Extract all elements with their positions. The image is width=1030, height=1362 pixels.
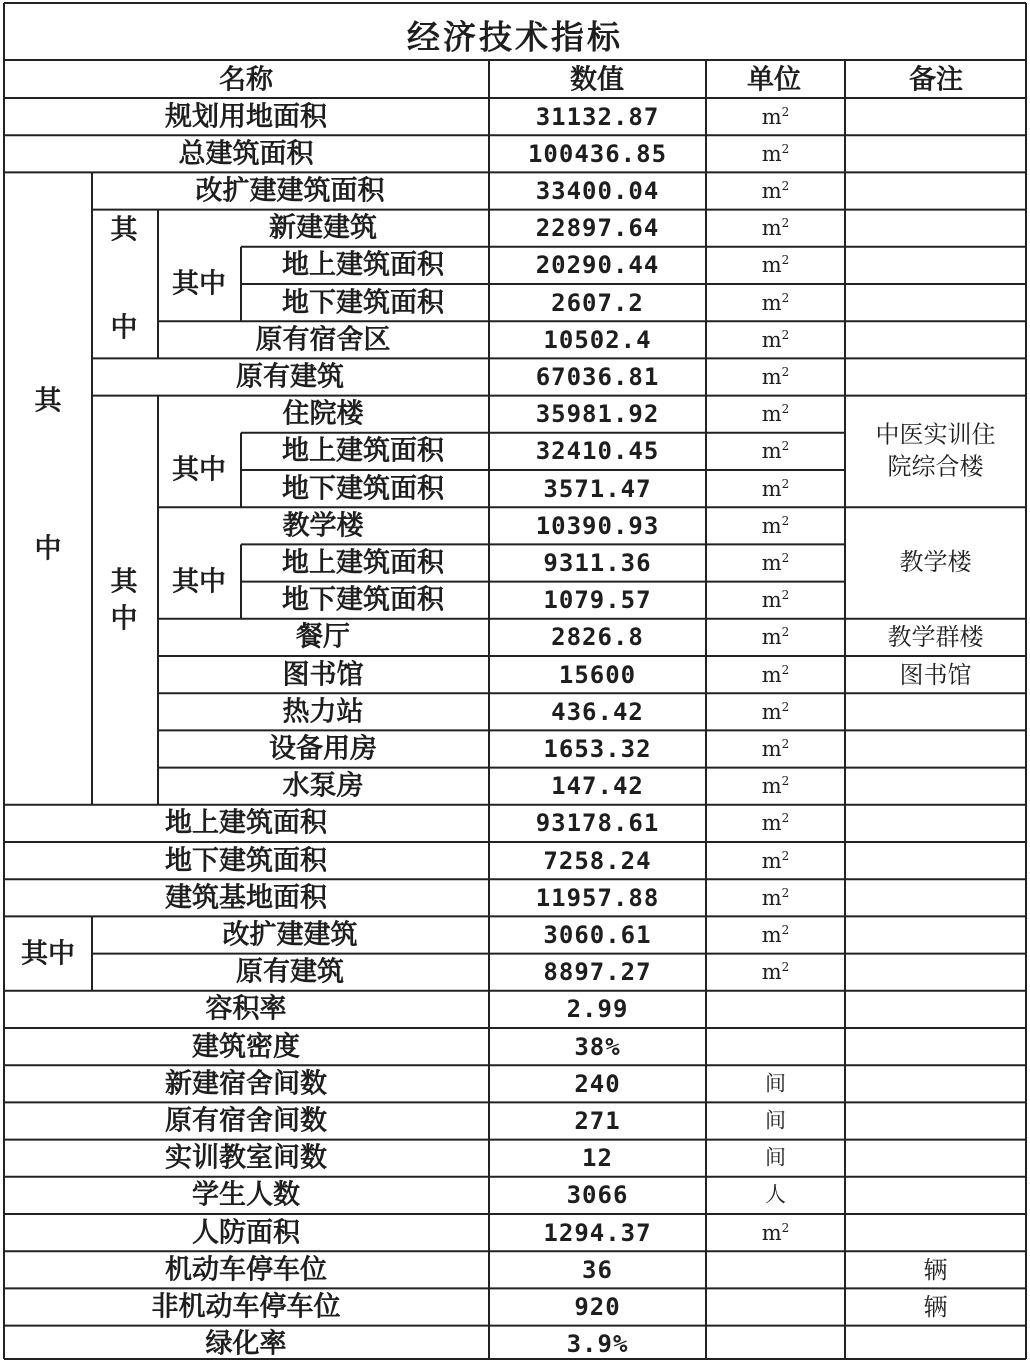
row-name: 地上建筑面积 bbox=[282, 249, 444, 281]
row-unit: $m^2$ bbox=[761, 737, 790, 761]
label-zhong: 中 bbox=[34, 533, 62, 565]
row-unit: $m^2$ bbox=[761, 923, 790, 947]
row-name: 地下建筑面积 bbox=[282, 473, 444, 505]
label-qi: 其 bbox=[110, 566, 138, 598]
row-value: 1653.32 bbox=[543, 735, 652, 763]
row-unit: $m^2$ bbox=[761, 290, 790, 315]
row-note: 教学群楼 bbox=[887, 623, 984, 652]
row-unit: 间 bbox=[765, 1071, 786, 1096]
row-unit: $m^2$ bbox=[761, 439, 790, 464]
row-value: 2607.2 bbox=[551, 288, 644, 317]
table-title: 经济技术指标 bbox=[407, 17, 623, 57]
row-value: 15600 bbox=[558, 660, 637, 689]
header-name: 名称 bbox=[219, 64, 273, 96]
row-unit: 人 bbox=[765, 1182, 786, 1207]
label-qi: 其 bbox=[34, 385, 62, 417]
row-note: 辆 bbox=[923, 1293, 948, 1321]
row-unit: $m^2$ bbox=[761, 699, 790, 724]
row-value: 240 bbox=[574, 1069, 621, 1098]
row-value: 1294.37 bbox=[543, 1218, 652, 1247]
row-name: 容积率 bbox=[205, 993, 287, 1025]
row-name: 地下建筑面积 bbox=[165, 845, 327, 877]
row-name: 新建宿舍间数 bbox=[165, 1068, 327, 1100]
row-name: 学生人数 bbox=[192, 1179, 300, 1211]
row-value: 32410.45 bbox=[535, 437, 660, 466]
row-value: 1079.57 bbox=[543, 586, 652, 615]
note-teaching: 教学楼 bbox=[899, 548, 972, 577]
row-name: 住院楼 bbox=[282, 398, 364, 430]
header-unit: 单位 bbox=[747, 64, 801, 96]
row-unit: $m^2$ bbox=[761, 476, 790, 501]
row-unit: $m^2$ bbox=[761, 774, 790, 799]
row-value: 67036.81 bbox=[535, 363, 660, 391]
row-value: 31132.87 bbox=[535, 102, 660, 131]
row-name: 原有宿舍区 bbox=[255, 324, 391, 356]
row-name: 原有建筑 bbox=[236, 956, 344, 988]
note-inpatient: 中医实训住院综合楼 bbox=[875, 420, 996, 481]
row-name: 建筑基地面积 bbox=[165, 882, 327, 914]
row-name: 总建筑面积 bbox=[178, 138, 314, 170]
row-unit: $m^2$ bbox=[761, 141, 790, 166]
row-note: 图书馆 bbox=[899, 660, 972, 689]
row-value: 3060.61 bbox=[543, 921, 652, 949]
row-unit: $m^2$ bbox=[761, 179, 790, 203]
row-unit: $m^2$ bbox=[761, 551, 790, 575]
row-value: 10390.93 bbox=[535, 511, 660, 540]
row-name: 绿化率 bbox=[205, 1328, 287, 1360]
row-value: 8897.27 bbox=[543, 958, 652, 987]
header-value: 数值 bbox=[570, 64, 624, 96]
row-name: 图书馆 bbox=[282, 659, 364, 691]
row-name: 设备用房 bbox=[269, 733, 377, 765]
row-unit: $m^2$ bbox=[761, 513, 790, 538]
row-value: 2826.8 bbox=[551, 623, 644, 652]
row-name: 教学楼 bbox=[282, 510, 364, 542]
row-unit: $m^2$ bbox=[761, 625, 790, 650]
row-name: 原有宿舍间数 bbox=[165, 1105, 327, 1137]
row-name: 地下建筑面积 bbox=[282, 287, 444, 319]
label-zhong: 中 bbox=[110, 603, 138, 635]
row-name: 餐厅 bbox=[296, 621, 350, 653]
label-qizhong: 其中 bbox=[172, 566, 226, 598]
row-value: 20290.44 bbox=[535, 251, 660, 280]
row-unit: 间 bbox=[765, 1145, 786, 1170]
row-value: 3.9% bbox=[566, 1330, 629, 1359]
row-unit: 间 bbox=[765, 1108, 786, 1133]
row-value: 22897.64 bbox=[535, 214, 660, 243]
row-unit: $m^2$ bbox=[761, 216, 790, 241]
row-value: 2.99 bbox=[566, 995, 629, 1024]
row-name: 建筑密度 bbox=[192, 1031, 300, 1063]
row-unit: $m^2$ bbox=[761, 365, 790, 389]
row-unit: $m^2$ bbox=[761, 104, 790, 129]
row-value: 33400.04 bbox=[535, 177, 660, 205]
row-unit: $m^2$ bbox=[761, 885, 790, 910]
row-name: 热力站 bbox=[282, 696, 364, 728]
row-name: 改扩建建筑面积 bbox=[195, 175, 385, 207]
row-name: 水泵房 bbox=[282, 770, 364, 802]
row-value: 436.42 bbox=[551, 697, 644, 726]
row-unit: $m^2$ bbox=[761, 960, 790, 985]
row-value: 7258.24 bbox=[543, 846, 652, 875]
row-unit: $m^2$ bbox=[761, 402, 790, 427]
row-name: 地上建筑面积 bbox=[282, 435, 444, 467]
row-value: 12 bbox=[582, 1144, 613, 1173]
row-unit: $m^2$ bbox=[761, 662, 790, 687]
row-name: 新建建筑 bbox=[269, 212, 377, 244]
row-unit: $m^2$ bbox=[761, 811, 790, 836]
row-value: 35981.92 bbox=[535, 400, 660, 429]
row-value: 100436.85 bbox=[527, 139, 668, 168]
row-name: 实训教室间数 bbox=[165, 1142, 327, 1174]
row-note: 辆 bbox=[923, 1255, 948, 1284]
row-name: 机动车停车位 bbox=[165, 1254, 327, 1286]
row-value: 11957.88 bbox=[535, 883, 660, 912]
row-name: 原有建筑 bbox=[236, 361, 344, 393]
row-name: 地上建筑面积 bbox=[282, 547, 444, 579]
row-value: 36 bbox=[582, 1255, 613, 1284]
row-unit: $m^2$ bbox=[761, 1220, 790, 1245]
row-name: 改扩建建筑 bbox=[222, 919, 358, 951]
row-unit: $m^2$ bbox=[761, 588, 790, 613]
row-value: 38% bbox=[574, 1032, 621, 1061]
header-note: 备注 bbox=[909, 64, 963, 96]
row-value: 3066 bbox=[566, 1181, 629, 1210]
label-qizhong: 其中 bbox=[172, 454, 226, 486]
row-name: 规划用地面积 bbox=[165, 101, 327, 133]
row-value: 10502.4 bbox=[543, 325, 652, 354]
row-unit: $m^2$ bbox=[761, 848, 790, 873]
label-qizhong: 其中 bbox=[21, 938, 75, 970]
row-value: 147.42 bbox=[551, 772, 644, 801]
label-qizhong: 其中 bbox=[172, 268, 226, 300]
label-zhong: 中 bbox=[110, 312, 138, 344]
row-value: 920 bbox=[574, 1293, 621, 1321]
row-unit: $m^2$ bbox=[761, 327, 790, 352]
row-name: 人防面积 bbox=[192, 1217, 300, 1249]
row-value: 93178.61 bbox=[535, 809, 660, 838]
row-value: 271 bbox=[574, 1107, 621, 1135]
row-value: 9311.36 bbox=[543, 549, 652, 577]
row-unit: $m^2$ bbox=[761, 253, 790, 278]
row-name: 地下建筑面积 bbox=[282, 584, 444, 616]
row-value: 3571.47 bbox=[543, 474, 652, 503]
row-name: 地上建筑面积 bbox=[165, 807, 327, 839]
label-qi: 其 bbox=[110, 214, 138, 246]
row-name: 非机动车停车位 bbox=[151, 1291, 341, 1323]
